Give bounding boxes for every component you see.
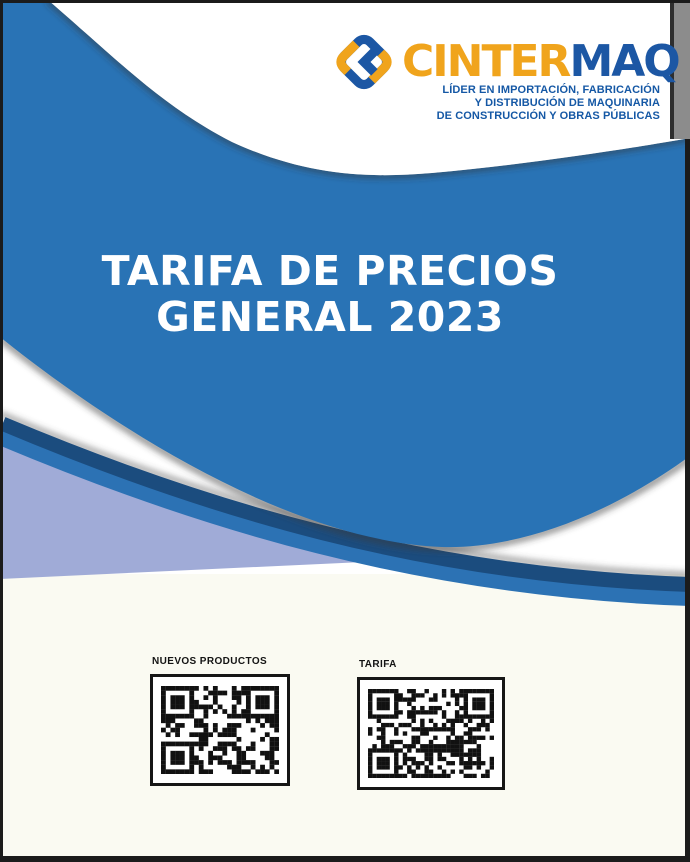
wordmark-cinter: CINTER xyxy=(402,36,570,87)
cintermaq-logo-icon xyxy=(330,28,398,96)
brand-tagline xyxy=(437,84,660,123)
wordmark-maq: MAQ xyxy=(569,36,679,87)
page-title xyxy=(40,248,620,340)
qr-code-nuevos-productos xyxy=(161,686,279,774)
tagline-line-3: DE CONSTRUCCIÓN Y OBRAS PÚBLICAS xyxy=(436,110,660,122)
border-bottom xyxy=(0,856,690,862)
tagline-line-1: LÍDER EN IMPORTACIÓN, FABRICACIÓN xyxy=(442,84,660,96)
qr-panel-tarifa xyxy=(357,659,505,790)
brand-wordmark xyxy=(402,38,679,86)
border-top xyxy=(0,0,690,3)
qr-label-tarifa: TARIFA xyxy=(359,659,397,670)
title-line-1: TARIFA DE PRECIOS xyxy=(101,247,559,295)
tagline-line-2: Y DISTRIBUCIÓN DE MAQUINARIA xyxy=(474,97,660,109)
qr-frame-tarifa xyxy=(357,677,505,790)
bottom-cream-area xyxy=(0,574,690,862)
border-left xyxy=(0,0,3,862)
qr-code-tarifa xyxy=(368,689,494,778)
title-line-2: GENERAL 2023 xyxy=(156,293,504,341)
qr-label-nuevos-productos: NUEVOS PRODUCTOS xyxy=(152,656,268,667)
qr-frame-nuevos-productos xyxy=(150,674,290,786)
qr-panel-nuevos-productos xyxy=(150,656,290,786)
